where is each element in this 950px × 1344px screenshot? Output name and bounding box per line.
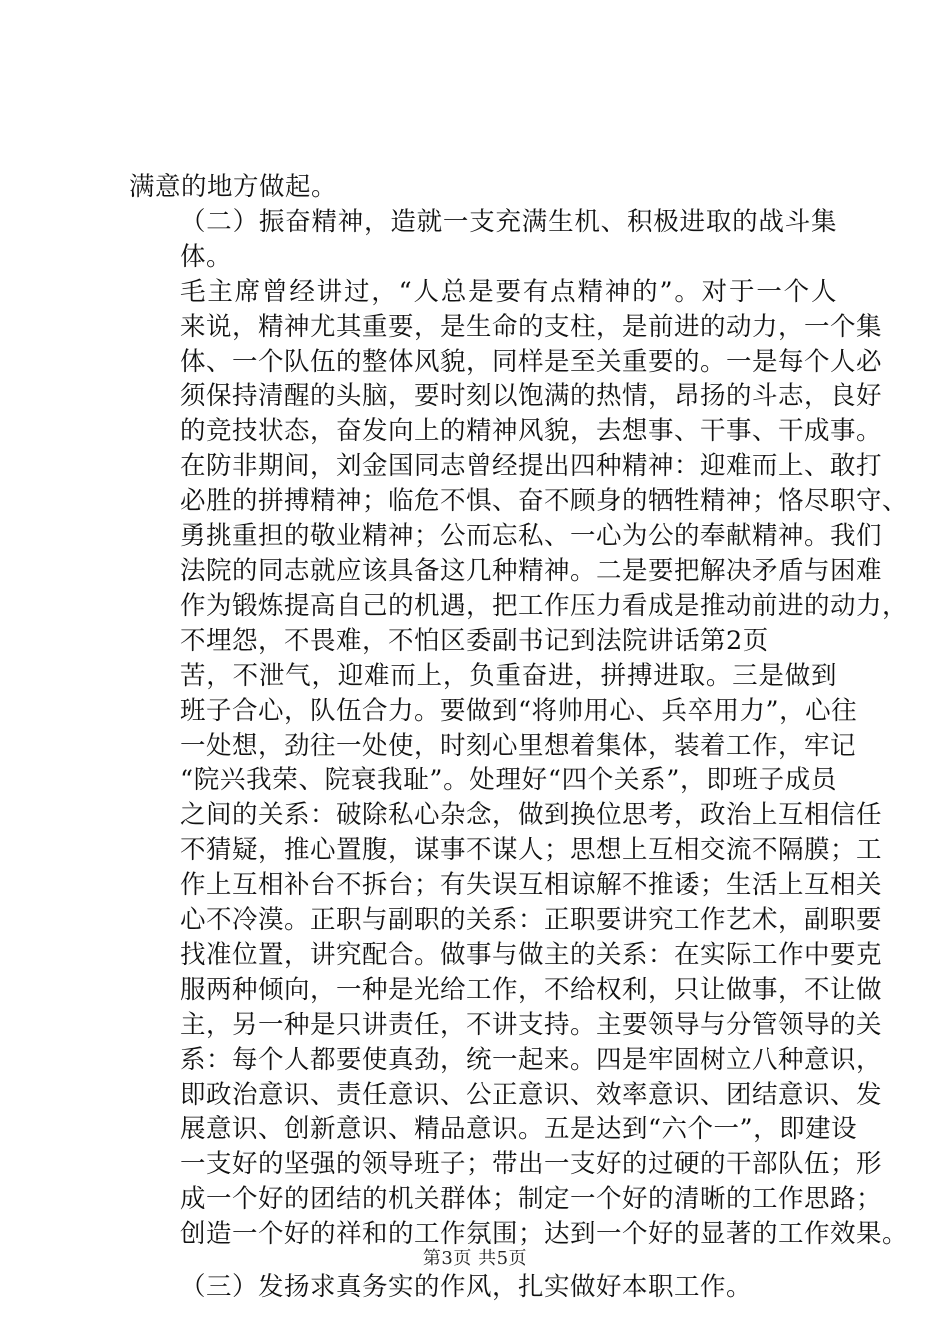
text-line: 毛主席曾经讲过，“人总是要有点精神的”。对于一个人 bbox=[180, 276, 837, 307]
paragraph bbox=[129, 170, 837, 205]
text-line: 来说，精神尤其重要，是生命的支柱，是前进的动力，一个集 bbox=[180, 311, 883, 342]
text-line: 在防非期间，刘金国同志曾经提出四种精神：迎难而上、敢打 bbox=[180, 451, 883, 482]
paragraph bbox=[129, 1270, 837, 1305]
text-line: 不猜疑，推心置腹，谋事不谋人；思想上互相交流不隔膜；工 bbox=[180, 835, 883, 866]
document-body bbox=[129, 170, 909, 1305]
text-line: 一支好的坚强的领导班子；带出一支好的过硬的干部队伍；形 bbox=[180, 1149, 883, 1180]
text-line: 之间的关系：破除私心杂念，做到换位思考，政治上互相信任 bbox=[180, 800, 883, 831]
text-line: （三）发扬求真务实的作风，扎实做好本职工作。 bbox=[180, 1272, 753, 1303]
paragraph bbox=[129, 275, 909, 659]
text-line: 必胜的拼搏精神；临危不惧、奋不顾身的牺牲精神；恪尽职守、 bbox=[180, 486, 909, 517]
text-line: 作为锻炼提高自己的机遇，把工作压力看成是推动前进的动力， bbox=[180, 590, 909, 621]
text-line: 心不冷漠。正职与副职的关系：正职要讲究工作艺术，副职要 bbox=[180, 905, 883, 936]
text-line: 体。 bbox=[180, 241, 233, 272]
text-line: 主，另一种是只讲责任，不讲支持。主要领导与分管领导的关 bbox=[180, 1009, 883, 1040]
text-line: 即政治意识、责任意识、公正意识、效率意识、团结意识、发 bbox=[180, 1079, 883, 1110]
text-line: 服两种倾向，一种是光给工作，不给权利，只让做事，不让做 bbox=[180, 974, 883, 1005]
text-line: 体、一个队伍的整体风貌，同样是至关重要的。一是每个人必 bbox=[180, 346, 883, 377]
paragraph bbox=[129, 205, 837, 275]
text-line: 创造一个好的祥和的工作氛围；达到一个好的显著的工作效果。 bbox=[180, 1219, 909, 1250]
text-line: 的竞技状态，奋发向上的精神风貌，去想事、干事、干成事。 bbox=[180, 416, 883, 447]
page-footer: 第3页 共5页 bbox=[422, 1248, 528, 1269]
text-line: 找准位置，讲究配合。做事与做主的关系：在实际工作中要克 bbox=[180, 939, 883, 970]
text-line: 苦，不泄气，迎难而上，负重奋进，拼搏进取。三是做到 bbox=[180, 660, 837, 691]
text-line: 成一个好的团结的机关群体；制定一个好的清晰的工作思路； bbox=[180, 1184, 883, 1215]
text-line: 作上互相补台不拆台；有失误互相谅解不推诿；生活上互相关 bbox=[180, 870, 883, 901]
text-line: 班子合心，队伍合力。要做到“将帅用心、兵卒用力”，心往 bbox=[180, 695, 858, 726]
text-line: “院兴我荣、院衰我耻”。处理好“四个关系”，即班子成员 bbox=[180, 765, 837, 796]
text-line: 勇挑重担的敬业精神；公而忘私、一心为公的奉献精神。我们 bbox=[180, 521, 883, 552]
text-line: （二）振奋精神，造就一支充满生机、积极进取的战斗集 bbox=[180, 206, 837, 237]
paragraph bbox=[129, 659, 909, 1252]
text-line: 满意的地方做起。 bbox=[129, 172, 338, 202]
text-line: 一处想，劲往一处使，时刻心里想着集体，装着工作，牢记 bbox=[180, 730, 857, 761]
text-line: 须保持清醒的头脑，要时刻以饱满的热情，昂扬的斗志，良好 bbox=[180, 381, 883, 412]
text-line: 展意识、创新意识、精品意识。五是达到“六个一”，即建设 bbox=[180, 1114, 858, 1145]
text-line: 法院的同志就应该具备这几种精神。二是要把解决矛盾与困难 bbox=[180, 555, 883, 586]
text-line: 系：每个人都要使真劲，统一起来。四是牢固树立八种意识， bbox=[180, 1044, 883, 1075]
text-line: 不埋怨，不畏难，不怕区委副书记到法院讲话第2页 bbox=[180, 625, 769, 656]
